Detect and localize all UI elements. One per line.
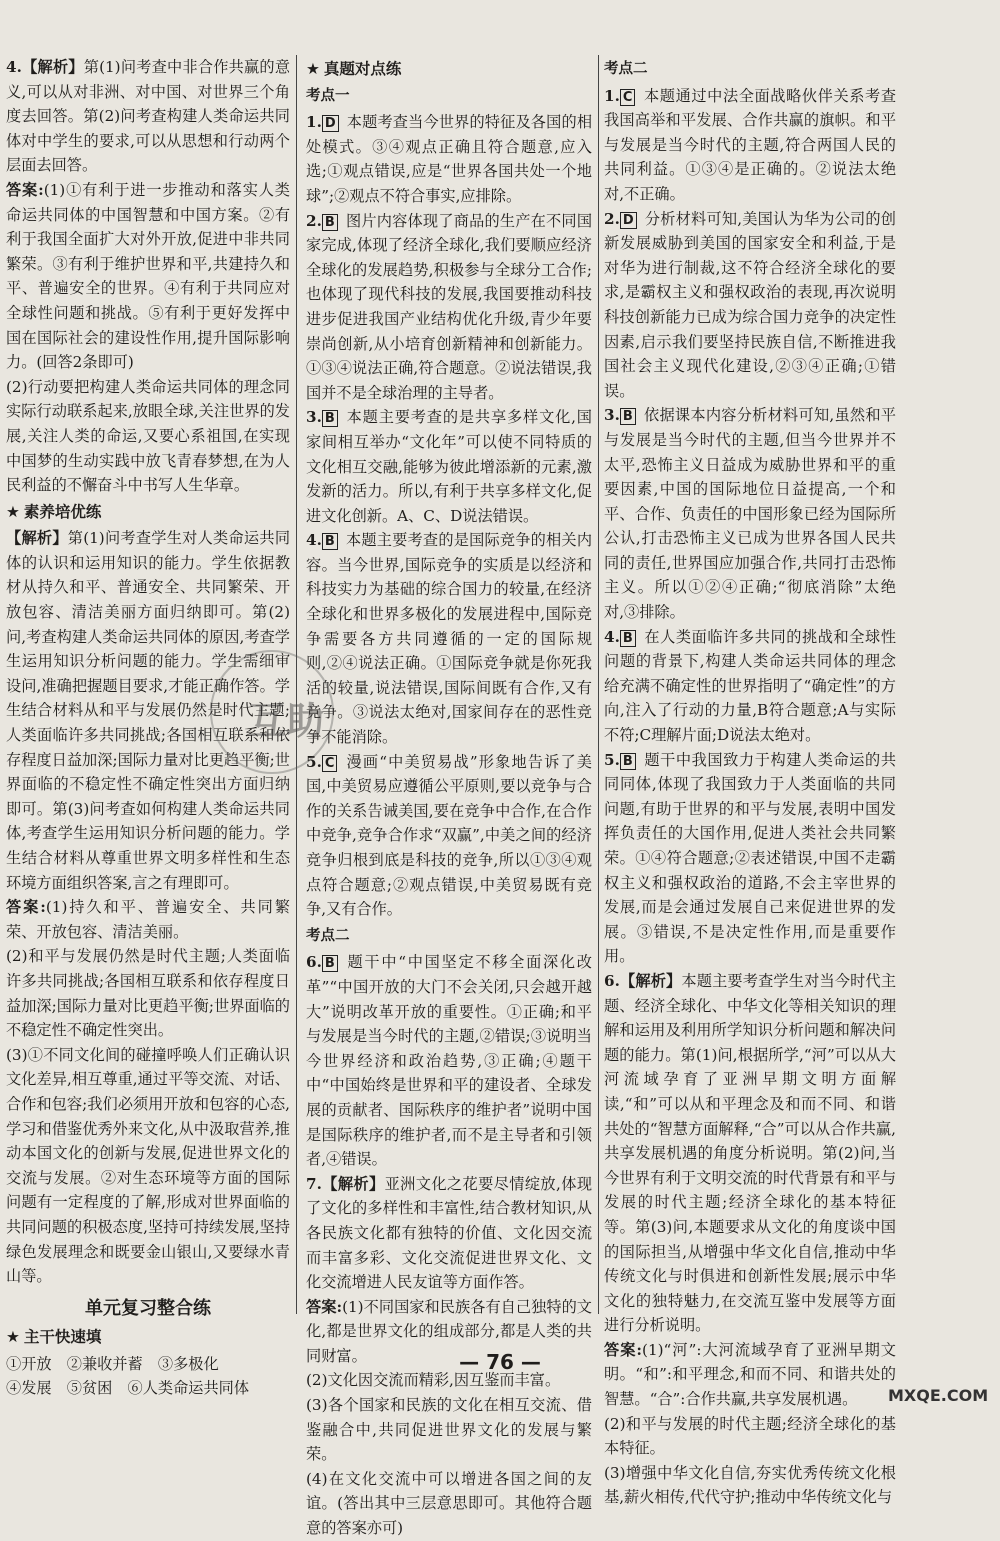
answer-tag: 答案: bbox=[306, 1297, 343, 1316]
c2-q1 bbox=[306, 110, 592, 208]
answer-box: B bbox=[322, 410, 338, 427]
answer-text: (1)“河”:大河流域孕育了亚洲早期文明。“和”:和平理念,和而不同、和谐共处的智慧。“合”:合作共赢,共享发展机遇。 bbox=[604, 1340, 896, 1409]
answer-box: C bbox=[620, 89, 636, 106]
answer-box: B bbox=[620, 630, 636, 647]
fill-row-2: ④发展 ⑤贫困 ⑥人类命运共同体 bbox=[6, 1379, 249, 1398]
section-title: 素养培优练 bbox=[23, 502, 102, 521]
c2-q7-answer-2: (2)文化因交流而精彩,因互鉴而丰富。 bbox=[306, 1371, 561, 1390]
question-text: 本题考查当今世界的特征及各国的相处模式。③④观点正确且符合题意,应入选;①观点错误,应是“世界各国共处一个地球”;②观点不符合事实,应排除。 bbox=[306, 113, 592, 205]
c3-q4 bbox=[604, 625, 896, 748]
fill-row-1: ①开放 ②兼收并蓄 ③多极化 bbox=[6, 1354, 219, 1373]
question-number: 5. bbox=[306, 752, 322, 771]
answer-text: (1)不同国家和民族各有自己独特的文化,都是世界文化的组成部分,都是人类的共同财富。 bbox=[306, 1297, 592, 1365]
q4-answer-2: (2)行动要把构建人类命运共同体的理念同实际行动联系起来,放眼全球,关注世界的发展,关注人类的命运,又要心系祖国,在实现中国梦的生动实践中放飞青春梦想,在为人民利益的不懈奋斗中书写人生华章。 bbox=[6, 377, 290, 495]
suyang-answer-2: (2)和平与发展仍然是时代主题;人类面临许多共同挑战;各国相互联系和依存程度日益加深;国际力量对比更趋平衡;世界面临的不稳定性不确定性突出。 bbox=[6, 947, 290, 1040]
q4-answer-1 bbox=[6, 178, 290, 375]
star-icon: ★ bbox=[6, 1328, 20, 1347]
answer-box: D bbox=[322, 115, 339, 132]
stamp-text: 互助 bbox=[248, 699, 325, 743]
question-text: 题干中“中国坚定不移全面深化改革”“中国开放的大门不会关闭,只会越开越大”说明改革开放的重要性。①正确;和平与发展是当今时代的主题,②错误;③说明当今世界经济和政治趋势,③正确;④题干中“中国始终是世界和平的建设者、全球发展的贡献者、国际秩序的维护者”说明中国是国际秩序的维护者,而不是主导者和引领者,④错误。 bbox=[306, 953, 592, 1169]
kaodian-2: 考点二 bbox=[306, 927, 350, 944]
answer-box: B bbox=[620, 753, 636, 770]
question-number: 3. bbox=[604, 406, 620, 425]
column-right bbox=[604, 55, 897, 1507]
analysis-tag: 【解析】 bbox=[21, 58, 84, 76]
answer-text: (1)①有利于进一步推动和落实人类命运共同体的中国智慧和中国方案。②有利于我国全面扩大对外开放,促进中非共同繁荣。③有利于维护世界和平,共建持久和平、普遍安全的世界。④有利于共同应对全球性问题和挑战。⑤有利于更好发挥中国在国际社会的建设性作用,提升国际影响力。(回答2条即可) bbox=[6, 180, 290, 372]
question-text: 依据课本内容分析材料可知,虽然和平与发展是当今时代的主题,但当今世界并不太平,恐怖主义日益成为威胁世界和平的重要因素,中国的国际地位日益提高,一个和平、合作、负责任的中国形象已经为国际所公认,打击恐怖主义已成为世界各国人民共同的责任,世界国应加强合作,共同打击恐怖主义。所以①②④正确;“彻底消除”太绝对,③排除。 bbox=[604, 406, 896, 622]
section-title: 真题对点练 bbox=[323, 60, 402, 78]
question-text: 图片内容体现了商品的生产在不同国家完成,体现了经济全球化,我们要顺应经济全球化的发展趋势,积极参与全球分工合作;也体现了现代科技的发展,我国要推动科技进步促进我国产业结构优化升级,青少年要崇尚创新,从小培育创新精神和创新能力。①③④说法正确,符合题意。②说法错误,我国并不是全球治理的主导者。 bbox=[306, 211, 592, 402]
c2-q3 bbox=[306, 405, 592, 528]
c3-q6-answer-2: (2)和平与发展的时代主题;经济全球化的基本特征。 bbox=[604, 1414, 896, 1458]
suyang-answer-1 bbox=[6, 895, 290, 944]
analysis-tag: 【解析】 bbox=[6, 529, 68, 548]
answer-box: B bbox=[322, 955, 338, 972]
c2-q6 bbox=[306, 950, 592, 1171]
question-text: 本题主要考查的是共享多样文化,国家间相互举办“文化年”可以使不同特质的文化相互交融,能够为彼此增添新的元素,激发新的活力。所以,有利于共享多样文化,促进文化创新。A、C、D说法错误。 bbox=[306, 408, 592, 525]
question-text: 分析材料可知,美国认为华为公司的创新发展威胁到美国的国家安全和利益,于是对华为进行制裁,这不符合经济全球化的要求,是霸权主义和强权政治的表现,再次说明科技创新能力已成为综合国力竞争的决定性因素,启示我们要坚持民族自信,不断推进我国社会主义现代化建设,②③④正确;①错误。 bbox=[604, 209, 896, 400]
question-number: 4. bbox=[604, 627, 620, 646]
suyang-answer-3: (3)①不同文化间的碰撞呼唤人们正确认识文化差异,相互尊重,通过平等交流、对话、合作和包容;我们必须用开放和包容的心态,学习和借鉴优秀外来文化,从中汲取营养,推动本国文化的创新与发展,促进世界文化的交流与发展。②对生态环境等方面的国际问题有一定程度的了解,形成对世界面临的共同问题的积极态度,坚持可持续发展,坚持绿色发展理念和既要金山银山,又要绿水青山等。 bbox=[6, 1045, 290, 1286]
column-divider bbox=[598, 55, 599, 1314]
question-number: 1. bbox=[604, 86, 620, 105]
unit-title: 单元复习整合练 bbox=[85, 1297, 211, 1319]
analysis-text: 第(1)问考查学生对人类命运共同体的认识和运用知识的能力。学生依据教材从持久和平、普通安全、共同繁荣、开放包容、清洁美丽方面归纳即可。第(2)问,考查构建人类命运共同体的原因,考查学生运用知识分析问题的能力。学生需细审设问,准确把握题目要求,才能正确作答。学生结合材料从和平与发展仍然是时代主题;人类面临许多共同挑战;各国相互联系和依存程度日益加深;国际力量对比更趋平衡;世界面临的不稳定性不确定性突出方面归纳即可。第(3)问考查如何构建人类命运共同体,考查学生运用知识分析问题的能力。学生结合材料从尊重世界文明多样性和生态环境方面组织答案,言之有理即可。 bbox=[6, 529, 291, 892]
c2-q7 bbox=[306, 1172, 592, 1295]
analysis-text: 亚洲文化之花要尽情绽放,体现了文化的多样性和丰富性,结合教材知识,从各民族文化都有独特的价值、文化因交流而丰富多彩、文化交流促进世界文化、文化交流增进人民友谊等方面作答。 bbox=[306, 1174, 593, 1292]
analysis-text: 第(1)问考查中非合作共赢的意义,可以从对非洲、对中国、对世界三个角度去回答。第(2)问考查构建人类命运共同体对中学生的要求,可以从思想和行动两个层面去回答。 bbox=[6, 58, 291, 175]
c2-q4 bbox=[306, 528, 592, 749]
answer-tag: 答案: bbox=[6, 898, 46, 917]
question-number: 6. bbox=[604, 971, 620, 990]
c2-q7-answer-3: (3)各个国家和民族的文化在相互交流、借鉴融合中,共同促进世界文化的发展与繁荣。 bbox=[306, 1396, 592, 1464]
question-text: 本题主要考查的是国际竞争的相关内容。当今世界,国际竞争的实质是以经济和科技实力为基础的综合国力的较量,在经济全球化和世界多极化的发展进程中,国际竞争需要各方共同遵循的一定的国际规则,②④说法正确。①国际竞争就是你死我活的较量,说法错误,国际间既有合作,又有竞争。③说法太绝对,国家间存在的恶性竞争不能消除。 bbox=[306, 531, 592, 747]
watermark-logo: MXQE.COM bbox=[888, 1386, 989, 1405]
question-number: 2. bbox=[604, 209, 620, 228]
analysis-tag: 【解析】 bbox=[321, 1174, 385, 1193]
question-number: 4. bbox=[6, 58, 22, 76]
answer-box: B bbox=[322, 533, 338, 550]
c3-q6-answer-3: (3)增强中华文化自信,夯实优秀传统文化根基,薪火相传,代代守护;推动中华传统文化与 bbox=[604, 1463, 896, 1507]
star-icon: ★ bbox=[6, 502, 20, 521]
page-number: — 76 — bbox=[459, 1350, 541, 1374]
answer-box: C bbox=[322, 755, 338, 772]
section-zhenti bbox=[306, 57, 592, 82]
c3-q6-answer-1 bbox=[604, 1338, 896, 1412]
question-number: 7. bbox=[306, 1174, 322, 1193]
answer-text: (1)持久和平、普遍安全、共同繁荣、开放包容、清洁美丽。 bbox=[6, 898, 290, 941]
question-text: 在人类面临许多共同的挑战和全球性问题的背景下,构建人类命运共同体的理念给充满不确定性的世界指明了“确定性”的方向,注入了行动的力量,B符合题意;A与实际不符;C理解片面;D说法太绝对。 bbox=[604, 627, 896, 745]
question-text: 本题通过中法全面战略伙伴关系考查我国高举和平发展、合作共赢的旗帜。和平与发展是当今时代的主题,符合两国人民的共同利益。①③④是正确的。②说法太绝对,不正确。 bbox=[604, 86, 896, 203]
c2-q5 bbox=[306, 750, 592, 922]
question-number: 1. bbox=[306, 113, 322, 132]
c3-q5 bbox=[604, 748, 896, 969]
question-number: 3. bbox=[306, 408, 322, 427]
question-number: 5. bbox=[604, 750, 620, 769]
question-number: 2. bbox=[306, 211, 322, 230]
c3-q6 bbox=[604, 969, 896, 1338]
question-number: 6. bbox=[306, 953, 322, 972]
section-title: 主干快速填 bbox=[23, 1328, 102, 1347]
section-suyang bbox=[6, 500, 290, 525]
kaodian-1: 考点一 bbox=[306, 87, 350, 104]
kaodian-2-header: 考点二 bbox=[604, 61, 648, 77]
star-icon: ★ bbox=[306, 60, 320, 78]
answer-tag: 答案: bbox=[6, 180, 44, 199]
answer-box: B bbox=[322, 214, 338, 231]
c3-q2 bbox=[604, 207, 896, 404]
question-text: 漫画“中美贸易战”形象地告诉了美国,中美贸易应遵循公平原则,要以竞争与合作的关系告诫美国,要在竞争中合作,在合作中竞争,竞争合作求“双赢”,中美之间的经济竞争归根到底是科技的竞争,所以①③④观点符合题意;②观点错误,中美贸易既有竞争,又有合作。 bbox=[306, 752, 592, 919]
question-number: 4. bbox=[306, 531, 322, 550]
analysis-text: 本题主要考查学生对当今时代主题、经济全球化、中华文化等相关知识的理解和运用及利用所学知识分析问题和解决问题的能力。第(1)问,根据所学,“河”可以从大河流域孕育了亚洲早期文明方面解读,“和”可以从和平理念及和而不同、和谐共处的“智慧方面解释,“合”可以从合作共赢,共享发展机遇的角度分析说明。第(2)问,当今世界有利于文明交流的时代背景有和平与发展的时代主题;经济全球化的基本特征等。第(3)问,本题要求从文化的角度谈中国的国际担当,从增强中华文化自信,推动中华传统文化与时俱进和创新性发展;展示中华文化的独特魅力,在交流互鉴中发展等方面进行分析说明。 bbox=[604, 971, 897, 1335]
c3-q1 bbox=[604, 84, 896, 207]
section-zhugan bbox=[6, 1325, 290, 1350]
c2-q2 bbox=[306, 209, 592, 406]
answer-tag: 答案: bbox=[604, 1340, 643, 1359]
c3-q3 bbox=[604, 403, 896, 624]
answer-box: B bbox=[620, 408, 636, 425]
c2-q7-answer-4: (4)在文化交流中可以增进各国之间的友谊。(答出其中三层意思即可。其他符合题意的答案亦可) bbox=[306, 1469, 592, 1538]
question-text: 题干中我国致力于构建人类命运的共同同体,体现了我国致力于人类面临的共同问题,有助于世界的和平与发展,表明中国发挥负责任的大国作用,促进人类社会共同繁荣。①④符合题意;②表述错误,中国不走霸权主义和强权政治的道路,不会主宰世界的发展,而是会通过发展自己来促进世界的发展。③错误,不是决定性作用,而是重要作用。 bbox=[604, 750, 896, 966]
answer-box: D bbox=[620, 212, 637, 229]
analysis-tag: 【解析】 bbox=[619, 971, 682, 990]
q4-analysis bbox=[6, 55, 290, 178]
